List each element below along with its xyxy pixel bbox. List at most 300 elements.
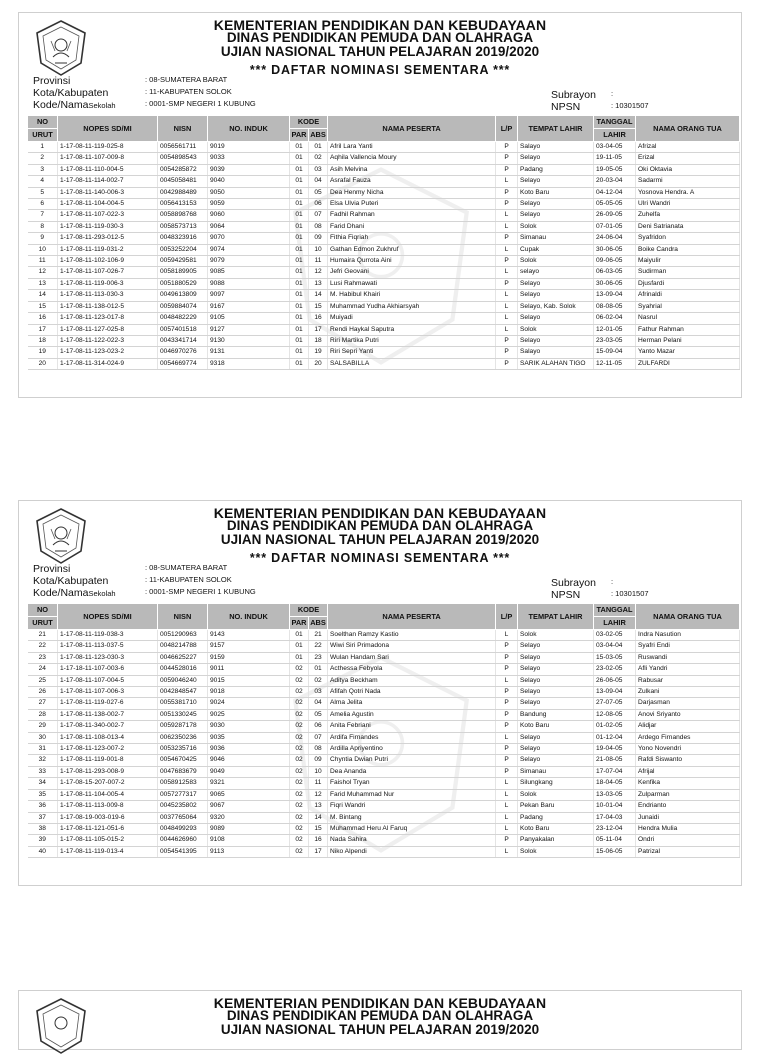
cell-induk: 9070 [208,233,290,244]
cell-urut: 38 [28,823,58,834]
cell-nisn: 0044626960 [158,835,208,846]
cell-lp: L [496,789,518,800]
cell-induk: 9159 [208,652,290,663]
col-ortu: NAMA ORANG TUA [636,116,740,142]
cell-urut: 33 [28,766,58,777]
cell-par: 02 [290,732,309,743]
cell-ortu: ZULFARDI [636,358,740,369]
cell-ortu: Djusfardi [636,278,740,289]
table-row [28,652,740,663]
cell-abs: 20 [309,358,328,369]
cell-nisn: 0049613809 [158,290,208,301]
col-nisn: NISN [158,116,208,142]
cell-urut: 12 [28,267,58,278]
provinsi-value: : 08-SUMATERA BARAT [145,75,228,84]
cell-tempat: Selayo [518,641,594,652]
kode-label: Kode/Nama [33,99,89,111]
cell-tanggal: 17-07-04 [594,766,636,777]
cell-induk: 9088 [208,278,290,289]
cell-abs: 03 [309,164,328,175]
cell-tempat: Selayo [518,290,594,301]
cell-ortu: Herman Pelani [636,335,740,346]
cell-lp: P [496,664,518,675]
cell-nama: M. Habibul Khairi [328,290,496,301]
cell-abs: 14 [309,812,328,823]
nominee-table-2 [27,603,740,858]
col-no: NO [28,116,58,129]
cell-nama: Afril Lara Yanti [328,142,496,153]
cell-nopes: 1-17-08-11-108-013-4 [58,732,158,743]
table-row [28,142,740,153]
cell-tanggal: 21-08-05 [594,755,636,766]
cell-ortu: Oki Oktavia [636,164,740,175]
table-row [28,698,740,709]
cell-par: 02 [290,835,309,846]
cell-abs: 15 [309,301,328,312]
cell-induk: 9157 [208,641,290,652]
cell-nama: Aqhila Vallencia Moury [328,153,496,164]
cell-nisn: 0046625227 [158,652,208,663]
cell-lp: L [496,801,518,812]
cell-nisn: 0046970276 [158,347,208,358]
table-row [28,358,740,369]
col-tempat: TEMPAT LAHIR [518,116,594,142]
cell-abs: 08 [309,221,328,232]
cell-induk: 9089 [208,823,290,834]
cell-tanggal: 24-06-04 [594,233,636,244]
cell-tanggal: 07-01-05 [594,221,636,232]
cell-par: 01 [290,347,309,358]
cell-ortu: Ondri [636,835,740,846]
table-body-2 [28,630,740,858]
cell-induk: 9131 [208,347,290,358]
cell-tanggal: 15-06-05 [594,846,636,857]
cell-nama: Farid Dhani [328,221,496,232]
cell-urut: 6 [28,199,58,210]
cell-tanggal: 06-03-05 [594,267,636,278]
document-page-3 [18,990,742,1050]
cell-tempat: Selayo [518,687,594,698]
cell-tempat: Cupak [518,244,594,255]
cell-nama: Niko Alpendi [328,846,496,857]
cell-nisn: 0058912583 [158,778,208,789]
cell-tempat: Solok [518,256,594,267]
cell-urut: 27 [28,698,58,709]
cell-nama: Wiwi Siri Primadona [328,641,496,652]
table-row [28,290,740,301]
cell-urut: 1 [28,142,58,153]
cell-nopes: 1-17-08-11-105-015-2 [58,835,158,846]
cell-induk: 9033 [208,153,290,164]
cell-nisn: 0055381710 [158,698,208,709]
cell-lp: L [496,778,518,789]
cell-nama: Fadhil Rahman [328,210,496,221]
cell-tanggal: 17-04-03 [594,812,636,823]
cell-nama: Muhammad Yudha Akhiarsyah [328,301,496,312]
cell-tempat: Salayo [518,347,594,358]
nominee-table-1 [27,115,740,370]
table-row [28,812,740,823]
cell-abs: 05 [309,709,328,720]
exam-title: UJIAN NASIONAL TAHUN PELAJARAN 2019/2020 [220,532,540,547]
document-page-2 [18,500,742,886]
table-row [28,324,740,335]
table-row [28,267,740,278]
cell-nisn: 0045235802 [158,801,208,812]
cell-abs: 02 [309,675,328,686]
cell-lp: L [496,324,518,335]
cell-tanggal: 13-09-04 [594,290,636,301]
cell-induk: 9318 [208,358,290,369]
cell-par: 01 [290,313,309,324]
cell-induk: 9030 [208,721,290,732]
cell-nama: Asih Melvina [328,164,496,175]
cell-tempat: Selayo [518,313,594,324]
cell-tempat: Selayo [518,210,594,221]
kota-label: Kota/Kabupaten [33,575,109,587]
cell-nama: Faishol Tryan [328,778,496,789]
table-row [28,233,740,244]
table-row [28,709,740,720]
table-header [28,604,740,630]
cell-nisn: 0057277317 [158,789,208,800]
cell-urut: 21 [28,630,58,641]
cell-par: 01 [290,335,309,346]
provinsi-label: Provinsi [33,563,71,575]
cell-nama: Fithia Fiqriah [328,233,496,244]
cell-par: 02 [290,789,309,800]
cell-abs: 14 [309,290,328,301]
exam-title: UJIAN NASIONAL TAHUN PELAJARAN 2019/2020 [220,1022,540,1037]
cell-induk: 9074 [208,244,290,255]
table-row [28,755,740,766]
cell-tanggal: 08-08-05 [594,301,636,312]
cell-urut: 11 [28,256,58,267]
cell-tanggal: 01-02-05 [594,721,636,732]
document-page-1 [18,12,742,398]
cell-tempat: Selayo [518,335,594,346]
cell-lp: P [496,142,518,153]
cell-abs: 01 [309,664,328,675]
cell-par: 01 [290,233,309,244]
info-subrayon [551,577,614,589]
cell-lp: P [496,709,518,720]
cell-lp: P [496,721,518,732]
cell-tempat: Selayo [518,278,594,289]
cell-tempat: Silungkang [518,778,594,789]
cell-ortu: Boike Candra [636,244,740,255]
cell-lp: L [496,301,518,312]
cell-induk: 9035 [208,732,290,743]
cell-nama: Wulan Handam Sari [328,652,496,663]
col-induk: NO. INDUK [208,604,290,630]
cell-lp: P [496,164,518,175]
cell-ortu: Rafdi Siswanto [636,755,740,766]
cell-par: 02 [290,823,309,834]
cell-par: 01 [290,290,309,301]
kota-value: : 11-KABUPATEN SOLOK [145,87,232,96]
cell-par: 01 [290,142,309,153]
cell-tanggal: 15-09-04 [594,347,636,358]
cell-tanggal: 23-12-04 [594,823,636,834]
cell-par: 01 [290,221,309,232]
col-tanggal: TANGGAL [594,116,636,129]
cell-abs: 01 [309,142,328,153]
table-row [28,801,740,812]
cell-lp: L [496,630,518,641]
cell-nopes: 1-17-08-11-110-004-5 [58,164,158,175]
cell-urut: 34 [28,778,58,789]
cell-tanggal: 13-03-05 [594,789,636,800]
cell-nisn: 0037765064 [158,812,208,823]
cell-ortu: Fathur Rahman [636,324,740,335]
cell-nisn: 0048323916 [158,233,208,244]
table-row [28,835,740,846]
cell-abs: 21 [309,630,328,641]
table-row [28,313,740,324]
cell-urut: 20 [28,358,58,369]
cell-induk: 9108 [208,835,290,846]
cell-tanggal: 12-11-05 [594,358,636,369]
cell-nopes: 1-17-08-11-107-006-3 [58,687,158,698]
cell-nopes: 1-17-08-19-003-019-6 [58,812,158,823]
kode-label: Kode/Nama [33,587,89,599]
cell-nisn: 0054669774 [158,358,208,369]
cell-nama: Riri Martika Putri [328,335,496,346]
cell-induk: 9015 [208,675,290,686]
cell-nopes: 1-17-08-11-293-012-5 [58,233,158,244]
cell-induk: 9050 [208,187,290,198]
cell-urut: 37 [28,812,58,823]
table-row [28,664,740,675]
cell-tempat: Koto Baru [518,823,594,834]
cell-induk: 9167 [208,301,290,312]
cell-tempat: Selayo [518,652,594,663]
cell-tanggal: 03-04-04 [594,641,636,652]
col-par: PAR [290,129,309,142]
cell-nisn: 0051880529 [158,278,208,289]
cell-nopes: 1-17-08-11-122-022-3 [58,335,158,346]
table-row [28,256,740,267]
cell-nisn: 0057401518 [158,324,208,335]
cell-tempat: Selayo [518,698,594,709]
cell-tanggal: 30-06-05 [594,244,636,255]
cell-nama: Muhammad Heru Al Faruq [328,823,496,834]
kota-label: Kota/Kabupaten [33,87,109,99]
table-row [28,789,740,800]
cell-nisn: 0056413153 [158,199,208,210]
cell-nopes: 1-17-08-11-119-027-6 [58,698,158,709]
cell-tanggal: 27-07-05 [594,698,636,709]
cell-par: 02 [290,675,309,686]
cell-ortu: Yosnova Hendra. A [636,187,740,198]
table-row [28,823,740,834]
cell-nopes: 1-17-08-11-113-037-5 [58,641,158,652]
cell-par: 02 [290,801,309,812]
table-row [28,778,740,789]
cell-abs: 04 [309,698,328,709]
cell-nama: Dea Ananda [328,766,496,777]
cell-nopes: 1-17-08-11-114-002-7 [58,176,158,187]
cell-tanggal: 05-05-05 [594,199,636,210]
cell-induk: 9064 [208,221,290,232]
table-row [28,347,740,358]
cell-ortu: Endrianto [636,801,740,812]
cell-induk: 9113 [208,846,290,857]
cell-nama: M. Bintang [328,812,496,823]
cell-tanggal: 06-02-04 [594,313,636,324]
cell-nisn: 0054285872 [158,164,208,175]
cell-induk: 9321 [208,778,290,789]
cell-induk: 9060 [208,210,290,221]
cell-urut: 40 [28,846,58,857]
cell-nama: Ardilla Apriyentino [328,744,496,755]
cell-par: 01 [290,358,309,369]
cell-tanggal: 03-02-05 [594,630,636,641]
cell-nopes: 1-17-08-11-123-007-2 [58,744,158,755]
cell-abs: 16 [309,835,328,846]
cell-tempat: Selayo [518,744,594,755]
cell-abs: 02 [309,153,328,164]
cell-induk: 9025 [208,709,290,720]
cell-induk: 9105 [208,313,290,324]
cell-nama: Gathan Edmon Zukhruf [328,244,496,255]
cell-urut: 24 [28,664,58,675]
cell-urut: 13 [28,278,58,289]
cell-par: 01 [290,210,309,221]
cell-nopes: 1-17-08-11-314-024-9 [58,358,158,369]
cell-par: 02 [290,698,309,709]
cell-nama: Asrafal Fauza [328,176,496,187]
cell-lp: P [496,153,518,164]
cell-lp: P [496,652,518,663]
cell-par: 02 [290,721,309,732]
cell-par: 01 [290,187,309,198]
cell-nisn: 0054670425 [158,755,208,766]
cell-tempat: Selayo [518,153,594,164]
table-row [28,675,740,686]
cell-par: 02 [290,687,309,698]
table-row [28,221,740,232]
cell-induk: 9067 [208,801,290,812]
cell-ortu: Afrinaldi [636,290,740,301]
cell-par: 02 [290,664,309,675]
cell-tempat: Selayo [518,176,594,187]
cell-urut: 28 [28,709,58,720]
cell-nisn: 0058573713 [158,221,208,232]
cell-urut: 3 [28,164,58,175]
cell-ortu: Syafri Endi [636,641,740,652]
info-npsn [551,589,649,601]
cell-tempat: Selayo [518,675,594,686]
cell-ortu: Syafridon [636,233,740,244]
cell-par: 02 [290,766,309,777]
cell-abs: 17 [309,846,328,857]
cell-abs: 12 [309,789,328,800]
cell-lp: L [496,210,518,221]
kode-small-label: Sekolah [88,589,116,598]
npsn-label: NPSN [551,589,581,601]
cell-nopes: 1-17-08-11-119-006-3 [58,278,158,289]
col-nisn: NISN [158,604,208,630]
cell-abs: 09 [309,755,328,766]
cell-nama: Riri Sepri Yanti [328,347,496,358]
cell-abs: 17 [309,324,328,335]
cell-nopes: 1-17-08-11-104-005-4 [58,789,158,800]
cell-abs: 13 [309,278,328,289]
cell-tempat: Simanau [518,766,594,777]
cell-nopes: 1-17-08-11-123-017-8 [58,313,158,324]
cell-nama: Acthessa Febyola [328,664,496,675]
cell-nisn: 0058898768 [158,210,208,221]
cell-abs: 23 [309,652,328,663]
cell-lp: P [496,335,518,346]
col-nama: NAMA PESERTA [328,116,496,142]
cell-tanggal: 01-12-04 [594,732,636,743]
cell-nisn: 0054541395 [158,846,208,857]
cell-urut: 36 [28,801,58,812]
cell-par: 02 [290,846,309,857]
cell-par: 01 [290,652,309,663]
cell-nopes: 1-17-08-11-107-009-8 [58,153,158,164]
cell-par: 01 [290,199,309,210]
cell-tempat: Pekan Baru [518,801,594,812]
cell-ortu: Deni Satrianata [636,221,740,232]
cell-induk: 9039 [208,164,290,175]
table-row [28,153,740,164]
kode-small-label: Sekolah [88,101,116,110]
cell-lp: P [496,641,518,652]
cell-tempat: Bandung [518,709,594,720]
cell-induk: 9019 [208,142,290,153]
cell-lp: L [496,812,518,823]
cell-tanggal: 23-03-05 [594,335,636,346]
table-row [28,199,740,210]
cell-nisn: 0059046240 [158,675,208,686]
cell-nopes: 1-17-08-11-121-051-6 [58,823,158,834]
cell-nopes: 1-17-08-11-107-004-5 [58,675,158,686]
table-row [28,244,740,255]
cell-tempat: Koto Baru [518,721,594,732]
col-nopes: NOPES SD/MI [58,604,158,630]
cell-tanggal: 19-05-05 [594,164,636,175]
cell-nisn: 0054898543 [158,153,208,164]
cell-abs: 15 [309,823,328,834]
table-row [28,301,740,312]
cell-urut: 15 [28,301,58,312]
col-ortu: NAMA ORANG TUA [636,604,740,630]
cell-induk: 9011 [208,664,290,675]
table-header [28,116,740,142]
cell-abs: 18 [309,335,328,346]
col-lp: L/P [496,116,518,142]
cell-ortu: Ulri Wandri [636,199,740,210]
cell-induk: 9018 [208,687,290,698]
cell-nama: Jefri Geovani [328,267,496,278]
cell-nopes: 1-17-08-11-123-023-2 [58,347,158,358]
col-abs: ABS [309,129,328,142]
cell-urut: 9 [28,233,58,244]
cell-urut: 26 [28,687,58,698]
cell-nisn: 0044528016 [158,664,208,675]
cell-urut: 29 [28,721,58,732]
cell-tempat: Solok [518,846,594,857]
cell-tempat: Salayo [518,142,594,153]
cell-ortu: Indra Nasution [636,630,740,641]
kota-value: : 11-KABUPATEN SOLOK [145,575,232,584]
cell-urut: 22 [28,641,58,652]
cell-urut: 31 [28,744,58,755]
